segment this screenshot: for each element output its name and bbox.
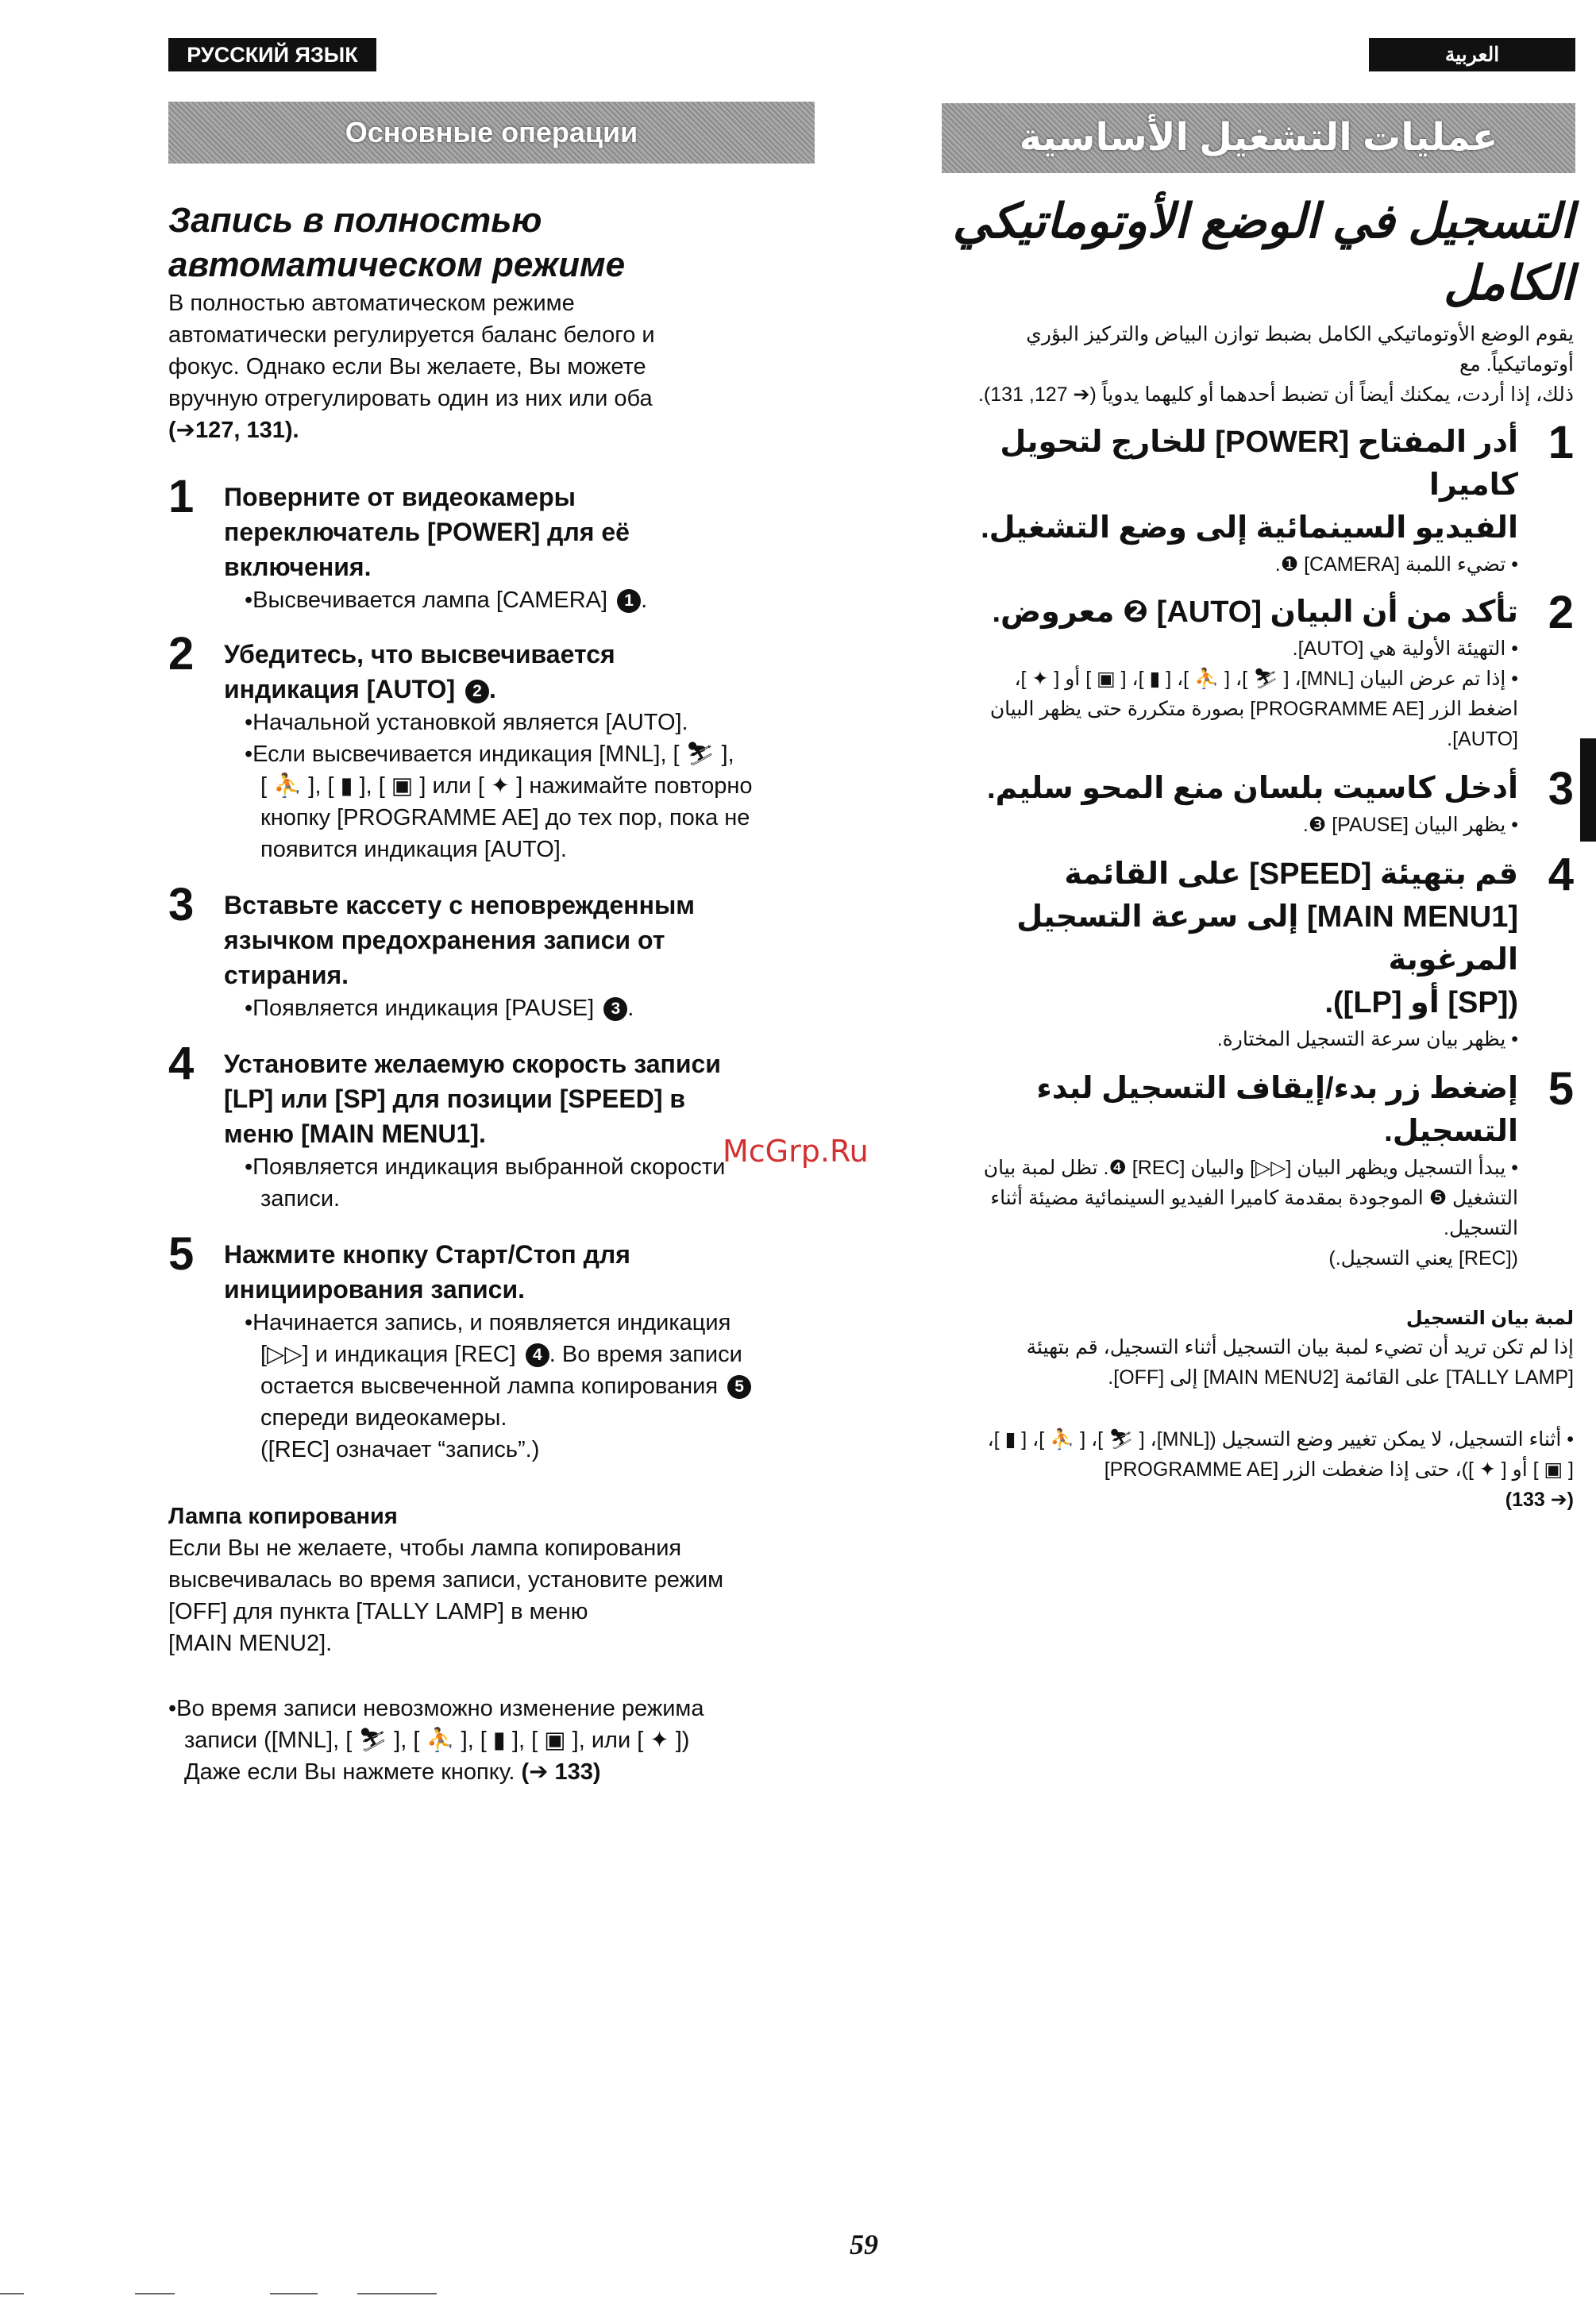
- arabic-title-line1: التسجيل في الوضع الأوتوماتيكي: [952, 195, 1574, 248]
- arabic-tally-text: إذا لم تكن تريد أن تضيء لمبة بيان التسجيل أثناء التسجيل، قم بتهيئة [TALLY LAMP] على القائمة [MAIN MENU2] إلى [OFF].: [1026, 1336, 1574, 1389]
- step-bullets: •Начальной установкой является [AUTO]. •Если высвечивается индикация [MNL], [ ⛷ ], [ ⛹ ], [ ▮ ], [ ▣ ] или [ ✦ ] нажимайте повторно кнопку [PROGRAMME AE] до тех пор, пока не появится индикация [AUTO].: [245, 710, 753, 862]
- step-heading: أدخل كاسيت بلسان منع المحو سليم.: [987, 772, 1518, 805]
- section-title-left: Основные операции: [168, 102, 815, 164]
- step-number: 1: [1548, 417, 1574, 468]
- step-bullet: •Появляется индикация [PAUSE] 3 .: [245, 996, 634, 1021]
- step-heading: Нажмите кнопку Старт/Стоп для инициирования записи.: [224, 1240, 630, 1304]
- intro-text: В полностью автоматическом режиме автоматически регулируется баланс белого и фокус. Однако если Вы желаете, Вы можете вручную отрегулировать один из них или оба (➔127, 131).: [168, 291, 655, 443]
- arabic-tally-heading: لمبة بيان التسجيل: [1405, 1308, 1574, 1329]
- step-heading: Установите желаемую скорость записи [LP] или [SP] для позиции [SPEED] в меню [MAIN MENU1].: [224, 1050, 721, 1148]
- marker-5-icon: 5: [727, 1375, 751, 1399]
- arabic-step-3: [939, 763, 1574, 840]
- page-number: 59: [850, 2229, 878, 2260]
- step-heading: أدر المفتاح [POWER] للخارج لتحويل كاميرا الفيديو السينمائية إلى وضع التشغيل.: [981, 426, 1518, 545]
- arabic-step-5: [939, 1063, 1574, 1273]
- step-bullets: •Появляется индикация выбранной скорости записи.: [245, 1154, 726, 1212]
- footer-line: [270, 2293, 318, 2294]
- step-number: 4: [1548, 849, 1574, 900]
- step-heading: Вставьте кассету с неповрежденным язычком предохранения записи от стирания.: [224, 891, 695, 989]
- section-title-right: عمليات التشغيل الأساسية: [942, 103, 1575, 173]
- step-heading: Убедитесь, что высвечивается индикация [AUTO] 2 .: [224, 640, 615, 703]
- step-number: 2: [168, 628, 195, 680]
- arabic-step-1: [939, 417, 1574, 580]
- arabic-step-2: [939, 587, 1574, 754]
- chapter-index-bar: [1580, 738, 1596, 842]
- arabic-recording-note: • أثناء التسجيل، لا يمكن تغيير وضع التسجيل ([MNL]، [ ⛷ ]، [ ⛹ ]، [ ▮ ]، [ ▣ ] أو [ ✦ ])، حتى إذا ضغطت الزر [PROGRAMME AE] (➔ 133): [987, 1428, 1574, 1511]
- page-title-line2: автоматическом режиме: [168, 245, 626, 284]
- step-number: 2: [1548, 587, 1574, 638]
- step-bullet: • يظهر بيان سرعة التسجيل المختارة.: [1216, 1028, 1518, 1050]
- step-bullets: •Начинается запись, и появляется индикация [▷▷] и индикация [REC] 4 . Во время записи остается высвеченной лампа копирования 5 спереди видеокамеры. ([REC] означает “запись”.): [224, 1307, 819, 1466]
- step-bullets: • التهيئة الأولية هي [AUTO]. • إذا تم عرض البيان [MNL]، [ ⛷ ]، [ ⛹ ]، [ ▮ ]، [ ▣ ] أو [ ✦ ]، اضغط الزر [PROGRAMME AE] بصورة متكررة حتى يظهر البيان [AUTO].: [989, 638, 1518, 750]
- language-tab-arabic: العربية: [1369, 38, 1575, 71]
- step-number: 3: [1548, 763, 1574, 815]
- arabic-title-line2: الكامل: [1444, 256, 1574, 310]
- arabic-intro: يقوم الوضع الأوتوماتيكي الكامل بضبط توازن البياض والتركيز البؤري أوتوماتيكياً. مع ذلك، إذا أردت، يمكنك أيضاً أن تضبط أحدهما أو كليهما يدوياً (➔ 127, 131).: [977, 323, 1574, 406]
- step-number: 4: [168, 1038, 195, 1089]
- step-1: [168, 471, 819, 616]
- step-number: 5: [1548, 1063, 1574, 1115]
- right-column: [939, 191, 1574, 1515]
- step-3: [168, 879, 819, 1024]
- step-heading: إضغط زر بدء/إيقاف التسجيل لبدء التسجيل.: [1036, 1072, 1518, 1148]
- marker-3-icon: 3: [603, 997, 627, 1021]
- step-heading: Поверните от видеокамеры переключатель [POWER] для её включения.: [224, 483, 630, 581]
- arabic-step-4: [939, 849, 1574, 1054]
- recording-mode-note: •Во время записи невозможно изменение режима записи ([MNL], [ ⛷ ], [ ⛹ ], [ ▮ ], [ ▣ ], или [ ✦ ]) Даже если Вы нажмете кнопку. (➔ 133): [168, 1696, 704, 1785]
- tally-lamp-text: Если Вы не желаете, чтобы лампа копирования высвечивалась во время записи, установите режим [OFF] для пункта [TALLY LAMP] в меню [MAIN MENU2].: [168, 1535, 724, 1656]
- step-number: 3: [168, 879, 195, 930]
- step-2: [168, 628, 819, 865]
- footer-line: [357, 2293, 437, 2294]
- footer-line: [0, 2293, 24, 2294]
- step-bullet: • تضيء اللمبة [CAMERA] ❶.: [1274, 553, 1518, 576]
- watermark: McGrp.Ru: [723, 1134, 869, 1169]
- page-title-line1: Запись в полностью: [168, 201, 542, 240]
- step-5: [168, 1228, 819, 1466]
- step-number: 5: [168, 1228, 195, 1280]
- marker-2-icon: 2: [465, 680, 489, 703]
- left-column: [168, 198, 819, 1788]
- step-number: 1: [168, 471, 195, 522]
- step-heading: قم بتهيئة [SPEED] على القائمة [MAIN MENU1] إلى سرعة التسجيل المرغوبة ([SP] أو [LP]).: [1016, 857, 1518, 1019]
- step-4: [168, 1038, 819, 1215]
- step-bullet: • يظهر البيان [PAUSE] ❸.: [1302, 814, 1518, 836]
- step-heading: تأكد من أن البيان [AUTO] ❷ معروض.: [992, 595, 1518, 629]
- footer-line: [135, 2293, 175, 2294]
- language-tab-russian: РУССКИЙ ЯЗЫК: [168, 38, 376, 71]
- step-bullet: •Высвечивается лампа [CAMERA] 1 .: [245, 588, 648, 613]
- step-bullets: • يبدأ التسجيل ويظهر البيان [▷▷] والبيان [REC] ❹. تظل لمبة بيان التشغيل ❺ الموجودة بمقدمة كاميرا الفيديو السينمائية مضيئة أثناء التسجيل. ([REC] يعني التسجيل.): [983, 1157, 1518, 1270]
- tally-lamp-heading: Лампа копирования: [168, 1504, 398, 1529]
- marker-4-icon: 4: [526, 1343, 549, 1367]
- marker-1-icon: 1: [617, 589, 641, 613]
